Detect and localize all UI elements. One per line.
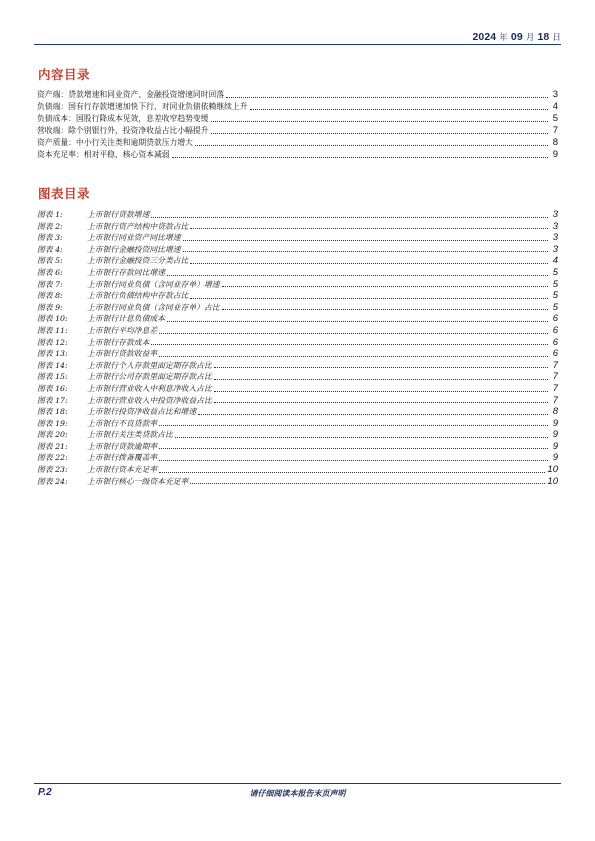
contents-item[interactable]	[37, 89, 558, 101]
contents-item-page: 4	[552, 101, 558, 112]
chart-item[interactable]	[37, 371, 558, 383]
chart-item-label: 图表 20:	[37, 430, 68, 440]
chart-item-page: 6	[552, 348, 558, 360]
chart-item[interactable]	[37, 395, 558, 407]
leader-dots	[211, 133, 548, 134]
chart-item-text: 上市银行营业收入中投资净收益占比	[87, 395, 212, 405]
chart-item[interactable]	[37, 383, 558, 395]
contents-item[interactable]	[37, 125, 558, 137]
leader-dots	[214, 379, 548, 380]
chart-item-text: 上市银行负债结构中存款占比	[87, 291, 189, 301]
leader-dots	[190, 298, 548, 299]
chart-item-text: 上市银行贷款逾期率	[87, 441, 158, 451]
chart-item-label: 图表 18:	[37, 407, 68, 417]
chart-item[interactable]	[37, 279, 558, 291]
chart-item-page: 5	[552, 290, 558, 302]
leader-dots	[250, 109, 548, 110]
leader-dots	[159, 425, 548, 426]
chart-item-text: 上市银行平均净息差	[87, 325, 158, 335]
chart-item-text: 上市银行不良贷款率	[87, 418, 158, 428]
chart-item-page: 9	[552, 417, 558, 429]
chart-item-label: 图表 1:	[37, 210, 63, 219]
chart-item-text: 上市银行公司存款里面定期存款占比	[87, 372, 212, 382]
leader-dots	[190, 483, 545, 484]
chart-item[interactable]	[37, 476, 558, 488]
contents-item-text: 营收端：除个别银行外，投资净收益占比小幅提升	[37, 126, 209, 135]
chart-item[interactable]	[37, 325, 558, 337]
leader-dots	[167, 275, 548, 276]
chart-item-text: 上市银行金融投资三分类占比	[87, 256, 189, 266]
chart-item-page: 3	[552, 232, 558, 244]
chart-item-text: 上市银行存款成本	[87, 337, 150, 347]
chart-item-text: 上市银行营业收入中利息净收入占比	[87, 383, 212, 393]
chart-item-text: 上市银行贷款增速	[87, 210, 150, 219]
chart-item-page: 7	[552, 382, 558, 394]
leader-dots	[151, 217, 548, 218]
leader-dots	[226, 97, 548, 98]
chart-item-text: 上市银行关注类贷款占比	[87, 430, 173, 440]
chart-item-page: 7	[552, 394, 558, 406]
leader-dots	[190, 228, 548, 229]
leader-dots	[195, 145, 548, 146]
chart-item-label: 图表 15:	[37, 372, 68, 382]
leader-dots	[167, 321, 548, 322]
chart-item-page: 7	[552, 371, 558, 383]
footer-disclaimer: 请仔细阅读本报告末页声明	[249, 789, 346, 798]
contents-item[interactable]	[37, 149, 558, 161]
chart-item[interactable]	[37, 267, 558, 279]
contents-item-page: 9	[552, 149, 558, 160]
chart-item-label: 图表 23:	[37, 465, 68, 475]
chart-item-page: 5	[552, 266, 558, 278]
chart-item-page: 6	[552, 324, 558, 336]
chart-item-text: 上市银行同业负债（含同业存单）增速	[87, 279, 220, 289]
date-month-unit: 月	[525, 32, 535, 42]
contents-item-text: 负债端：国有行存款增速加快下行，对同业负债依赖继续上升	[37, 102, 248, 111]
contents-item-text: 负债成本：国股行降成本见效，息差收窄趋势变缓	[37, 114, 209, 123]
chart-item-label: 图表 14:	[37, 360, 68, 370]
chart-item-text: 上市银行金融投资同比增速	[87, 244, 181, 254]
chart-item-label: 图表 17:	[37, 395, 68, 405]
chart-item-label: 图表 3:	[37, 233, 63, 243]
chart-item-page: 7	[552, 359, 558, 371]
leader-dots	[172, 157, 548, 158]
leader-dots	[183, 240, 548, 241]
chart-item-text: 上市银行资产结构中贷款占比	[87, 221, 189, 231]
chart-item-text: 上市银行同业资产同比增速	[87, 233, 181, 243]
chart-item[interactable]	[37, 290, 558, 302]
chart-item-text: 上市银行拨备覆盖率	[87, 453, 158, 463]
chart-item-label: 图表 8:	[37, 291, 63, 301]
contents-item[interactable]	[37, 101, 558, 113]
chart-item[interactable]	[37, 302, 558, 314]
footer-divider	[34, 783, 561, 784]
chart-item-page: 4	[552, 255, 558, 267]
chart-item[interactable]	[37, 209, 558, 221]
chart-item-page: 10	[547, 475, 558, 487]
chart-item-label: 图表 4:	[37, 244, 63, 254]
chart-item-page: 3	[552, 243, 558, 255]
chart-item-label: 图表 12:	[37, 337, 68, 347]
chart-item[interactable]	[37, 255, 558, 267]
leader-dots	[214, 402, 548, 403]
chart-item-text: 上市银行核心一级资本充足率	[87, 476, 189, 486]
chart-item-label: 图表 19:	[37, 418, 68, 428]
chart-item-label: 图表 2:	[37, 221, 63, 231]
chart-item[interactable]	[37, 464, 558, 476]
chart-item-page: 9	[552, 452, 558, 464]
chart-item-page: 8	[552, 406, 558, 418]
date-year-unit: 年	[499, 32, 508, 42]
chart-item-page: 6	[552, 336, 558, 348]
chart-item-text: 上市银行资本充足率	[87, 465, 158, 475]
chart-item[interactable]	[37, 313, 558, 325]
chart-item-text: 上市银行贷款收益率	[87, 349, 158, 359]
chart-item-page: 10	[547, 464, 558, 476]
chart-item-text: 上市银行存款同比增速	[87, 267, 165, 277]
chart-item-label: 图表 5:	[37, 256, 63, 266]
leader-dots	[183, 251, 548, 252]
date-year: 2024	[472, 31, 497, 43]
chart-item-page: 5	[552, 278, 558, 290]
leader-dots	[175, 437, 548, 438]
chart-item-label: 图表 11:	[37, 325, 68, 335]
date-day-unit: 日	[552, 32, 561, 42]
leader-dots	[159, 472, 545, 473]
contents-item-page: 5	[552, 113, 558, 124]
leader-dots	[214, 367, 548, 368]
chart-item[interactable]	[37, 232, 558, 244]
leader-dots	[198, 414, 548, 415]
report-date	[472, 31, 561, 43]
page-number: P.2	[38, 787, 52, 798]
contents-item-page: 7	[552, 125, 558, 136]
chart-item-label: 图表 9:	[37, 302, 63, 312]
contents-list	[37, 89, 558, 161]
leader-dots	[222, 286, 548, 287]
chart-item[interactable]	[37, 441, 558, 453]
charts-heading: 图表目录	[38, 186, 91, 201]
contents-item-text: 资产质量：中小行关注类和逾期贷款压力增大	[37, 138, 193, 147]
chart-item[interactable]	[37, 244, 558, 256]
chart-item-page: 6	[552, 313, 558, 325]
header-divider	[34, 44, 561, 45]
leader-dots	[222, 309, 548, 310]
chart-item[interactable]	[37, 429, 558, 441]
chart-item-label: 图表 21:	[37, 441, 68, 451]
leader-dots	[159, 356, 548, 357]
leader-dots	[214, 391, 548, 392]
chart-item-text: 上市银行计息负债成本	[87, 314, 165, 324]
contents-item-page: 3	[552, 89, 558, 100]
date-month: 09	[510, 31, 523, 43]
charts-list	[37, 209, 558, 487]
chart-item-label: 图表 13:	[37, 349, 68, 359]
chart-item-page: 9	[552, 429, 558, 441]
chart-item[interactable]	[37, 418, 558, 430]
leader-dots	[151, 344, 548, 345]
leader-dots	[211, 121, 548, 122]
date-day: 18	[537, 31, 550, 43]
chart-item[interactable]	[37, 452, 558, 464]
contents-item-page: 8	[552, 137, 558, 148]
chart-item[interactable]	[37, 337, 558, 349]
leader-dots	[159, 460, 548, 461]
chart-item-text: 上市银行投资净收益占比和增速	[87, 407, 197, 417]
contents-item-text: 资本充足率：相对平稳，核心资本减弱	[37, 150, 170, 159]
contents-heading: 内容目录	[38, 67, 91, 82]
chart-item-label: 图表 24:	[37, 476, 68, 486]
chart-item-page: 9	[552, 440, 558, 452]
chart-item-page: 5	[552, 301, 558, 313]
chart-item-label: 图表 6:	[37, 267, 63, 277]
chart-item[interactable]	[37, 360, 558, 372]
chart-item-label: 图表 7:	[37, 279, 63, 289]
chart-item-label: 图表 10:	[37, 314, 68, 324]
leader-dots	[159, 333, 548, 334]
chart-item-label: 图表 22:	[37, 453, 68, 463]
contents-item[interactable]	[37, 113, 558, 125]
chart-item[interactable]	[37, 221, 558, 233]
chart-item[interactable]	[37, 406, 558, 418]
contents-item-text: 资产端：贷款增速和同业资产、金融投资增速同时回落	[37, 90, 225, 99]
chart-item-text: 上市银行个人存款里面定期存款占比	[87, 360, 212, 370]
chart-item-label: 图表 16:	[37, 383, 68, 393]
contents-item[interactable]	[37, 137, 558, 149]
chart-item[interactable]	[37, 348, 558, 360]
chart-item-page: 3	[552, 220, 558, 232]
chart-item-page: 3	[552, 209, 558, 220]
leader-dots	[159, 448, 548, 449]
chart-item-text: 上市银行同业负债（含同业存单）占比	[87, 302, 220, 312]
leader-dots	[190, 263, 548, 264]
